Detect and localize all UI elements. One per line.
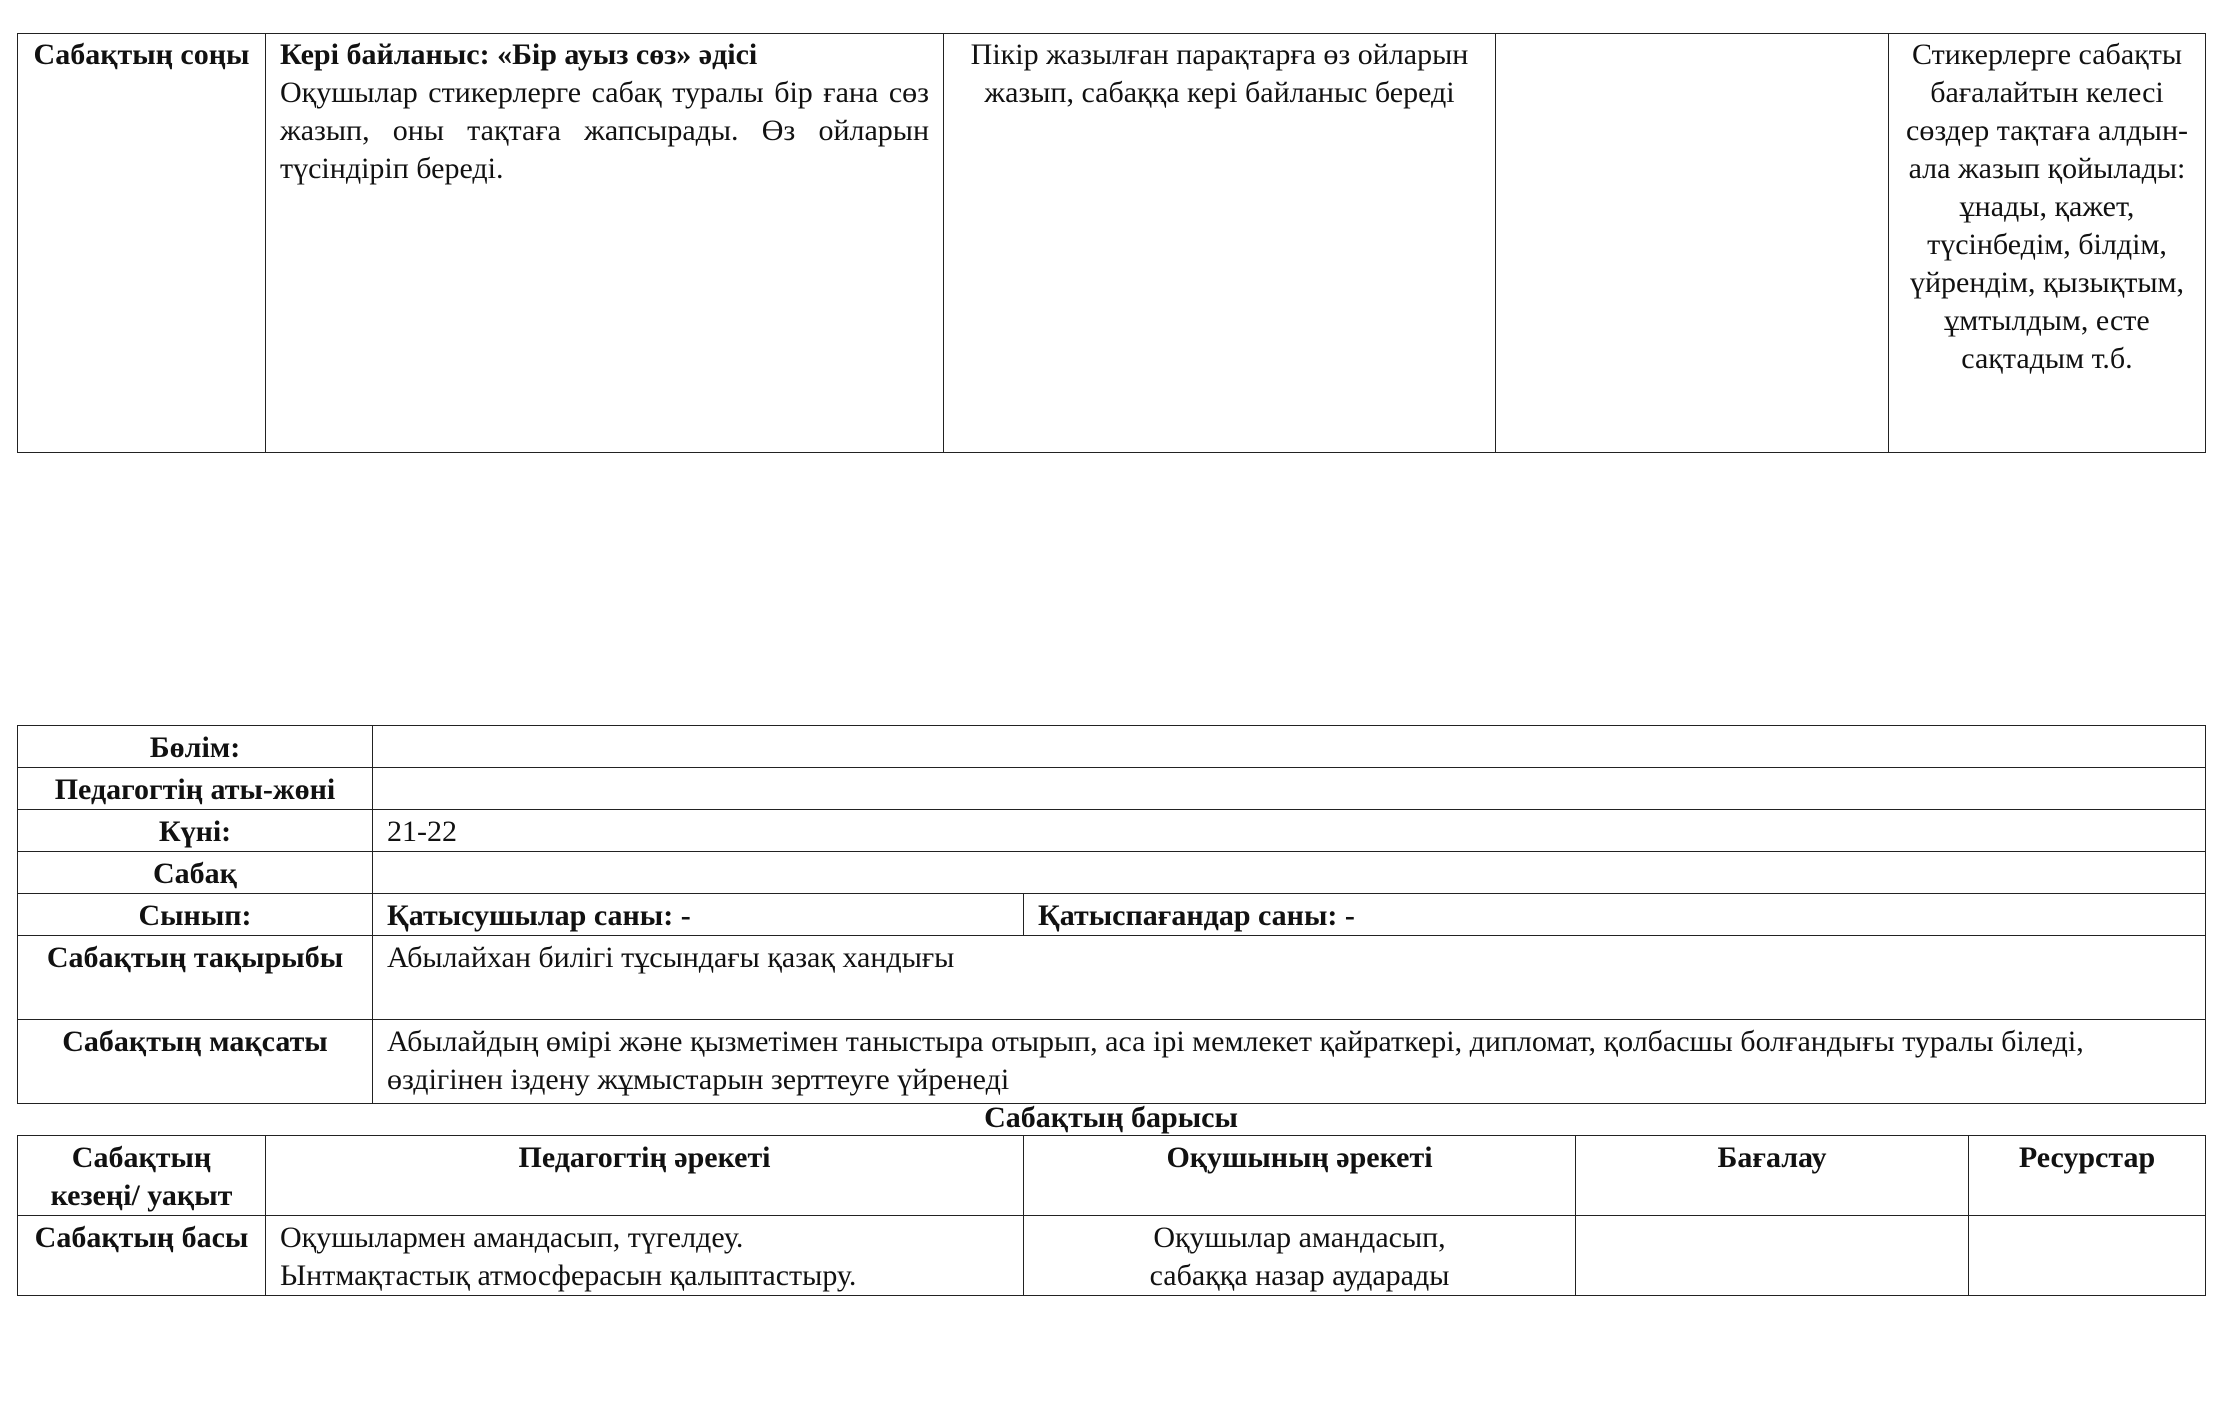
table-row (18, 34, 2206, 453)
date-value: 21-22 (373, 810, 2206, 852)
row-assessment (1576, 1216, 1969, 1296)
lesson-value (373, 852, 2206, 894)
lesson-end-table (17, 33, 2206, 453)
row-student-line: сабаққа назар аударады (1149, 1259, 1450, 1292)
method-description: Оқушылар стикерлерге сабақ туралы бір ғана сөз жазып, оны тақтаға жапсырады. Өз ойларын түсіндіріп береді. (280, 76, 929, 185)
stage-cell (18, 34, 266, 453)
goal-label: Сабақтың мақсаты (18, 1020, 373, 1104)
row-student (1024, 1216, 1576, 1296)
table-row (18, 936, 2206, 1020)
assessment-cell (1496, 34, 1889, 453)
row-teacher-line: Ынтмақтастық атмосферасын қалыптастыру. (280, 1259, 857, 1292)
date-label: Күні: (18, 810, 373, 852)
row-student-line: Оқушылар амандасып, (1153, 1221, 1446, 1254)
class-label: Сынып: (18, 894, 373, 936)
lesson-info-table (17, 725, 2206, 1104)
section-value (373, 726, 2206, 768)
absent-count: Қатыспағандар саны: - (1024, 894, 2206, 936)
header-stage: Сабақтың кезеңі/ уақыт (18, 1136, 266, 1216)
header-assessment: Бағалау (1576, 1136, 1969, 1216)
table-row (18, 768, 2206, 810)
row-stage: Сабақтың басы (18, 1216, 266, 1296)
method-title: Кері байланыс: «Бір ауыз сөз» әдісі (280, 38, 758, 71)
row-teacher-line: Оқушылармен амандасып, түгелдеу. (280, 1221, 744, 1254)
resources-text: Стикерлерге сабақты бағалайтын келесі сөздер тақтаға алдын-ала жазып қойылады: ұнады, қажет, түсінбедім, білдім, үйрендім, қызықтым, ұмтылдым, есте сақтадым т.б. (1906, 38, 2188, 375)
header-teacher: Педагогтің әрекеті (266, 1136, 1024, 1216)
teacher-name-value (373, 768, 2206, 810)
student-activity-text: Пікір жазылған парақтарға өз ойларын жазып, сабаққа кері байланыс береді (970, 38, 1469, 109)
header-student: Оқушының әрекеті (1024, 1136, 1576, 1216)
participants-count: Қатысушылар саны: - (373, 894, 1024, 936)
teacher-name-label: Педагогтің аты-жөні (18, 768, 373, 810)
lesson-label: Сабақ (18, 852, 373, 894)
table-row (18, 810, 2206, 852)
section-label: Бөлім: (18, 726, 373, 768)
row-resources (1969, 1216, 2206, 1296)
row-teacher (266, 1216, 1024, 1296)
progress-heading: Сабақтың барысы (984, 1101, 1238, 1134)
lesson-progress-table (17, 1135, 2206, 1296)
table-row (18, 1216, 2206, 1296)
goal-value: Абылайдың өмірі және қызметімен таныстыра отырып, аса ірі мемлекет қайраткері, дипломат, қолбасшы болғандығы туралы біледі, өздігінен іздену жұмыстарын зерттеуге үйренеді (373, 1020, 2206, 1104)
resources-cell (1889, 34, 2206, 453)
topic-label: Сабақтың тақырыбы (18, 936, 373, 1020)
table-row (18, 726, 2206, 768)
table-row (18, 852, 2206, 894)
stage-label: Сабақтың соңы (33, 38, 250, 71)
table-header-row (18, 1136, 2206, 1216)
table-row (18, 894, 2206, 936)
student-activity-cell (944, 34, 1496, 453)
topic-value: Абылайхан билігі тұсындағы қазақ хандығы (373, 936, 2206, 1020)
table-row (18, 1020, 2206, 1104)
header-resources: Ресурстар (1969, 1136, 2206, 1216)
teacher-activity-cell (266, 34, 944, 453)
